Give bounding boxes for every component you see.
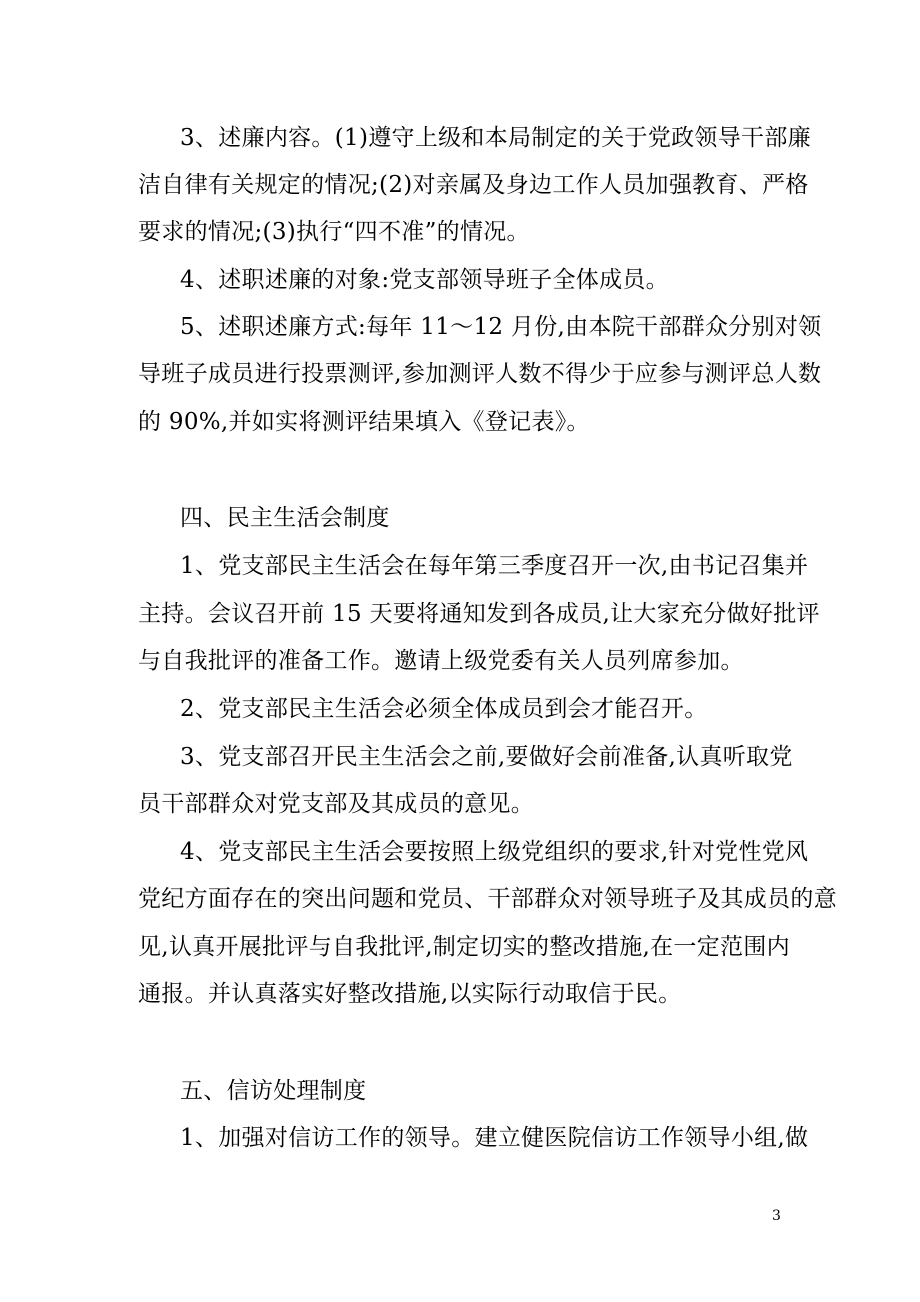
paragraph-line: 见,认真开展批评与自我批评,制定切实的整改措施,在一定范围内 <box>138 934 790 960</box>
paragraph-line: 的 90%,并如实将测评结果填入《登记表》。 <box>138 409 590 435</box>
paragraph-line: 员干部群众对党支部及其成员的意见。 <box>138 791 535 817</box>
paragraph-line: 4、党支部民主生活会要按照上级党组织的要求,针对党性党风 <box>180 839 809 865</box>
paragraph-line: 洁自律有关规定的情况;(2)对亲属及身边工作人员加强教育、严格 <box>138 172 809 198</box>
paragraph-line: 通报。并认真落实好整改措施,以实际行动取信于民。 <box>138 981 682 1007</box>
paragraph-line: 与自我批评的准备工作。邀请上级党委有关人员列席参加。 <box>138 648 744 674</box>
paragraph-line: 4、述职述廉的对象:党支部领导班子全体成员。 <box>180 267 669 293</box>
paragraph-line: 党纪方面存在的突出问题和党员、干部群众对领导班子及其成员的意 <box>138 886 837 912</box>
paragraph-line: 1、党支部民主生活会在每年第三季度召开一次,由书记召集并 <box>180 553 809 579</box>
paragraph-line: 要求的情况;(3)执行“四不准”的情况。 <box>138 219 530 245</box>
paragraph-line: 3、述廉内容。(1)遵守上级和本局制定的关于党政领导干部廉 <box>180 125 811 151</box>
paragraph-line: 导班子成员进行投票测评,参加测评人数不得少于应参与测评总人数 <box>138 361 822 387</box>
page-number: 3 <box>772 1208 781 1224</box>
section-heading: 四、民主生活会制度 <box>180 505 390 531</box>
paragraph-line: 主持。会议召开前 15 天要将通知发到各成员,让大家充分做好批评 <box>138 601 820 627</box>
paragraph-line: 3、党支部召开民主生活会之前,要做好会前准备,认真听取党 <box>180 744 793 770</box>
paragraph-line: 1、加强对信访工作的领导。建立健医院信访工作领导小组,做 <box>180 1125 809 1151</box>
section-heading: 五、信访处理制度 <box>180 1078 367 1104</box>
paragraph-line: 5、述职述廉方式:每年 11～12 月份,由本院干部群众分别对领 <box>180 314 822 340</box>
paragraph-line: 2、党支部民主生活会必须全体成员到会才能召开。 <box>180 696 708 722</box>
